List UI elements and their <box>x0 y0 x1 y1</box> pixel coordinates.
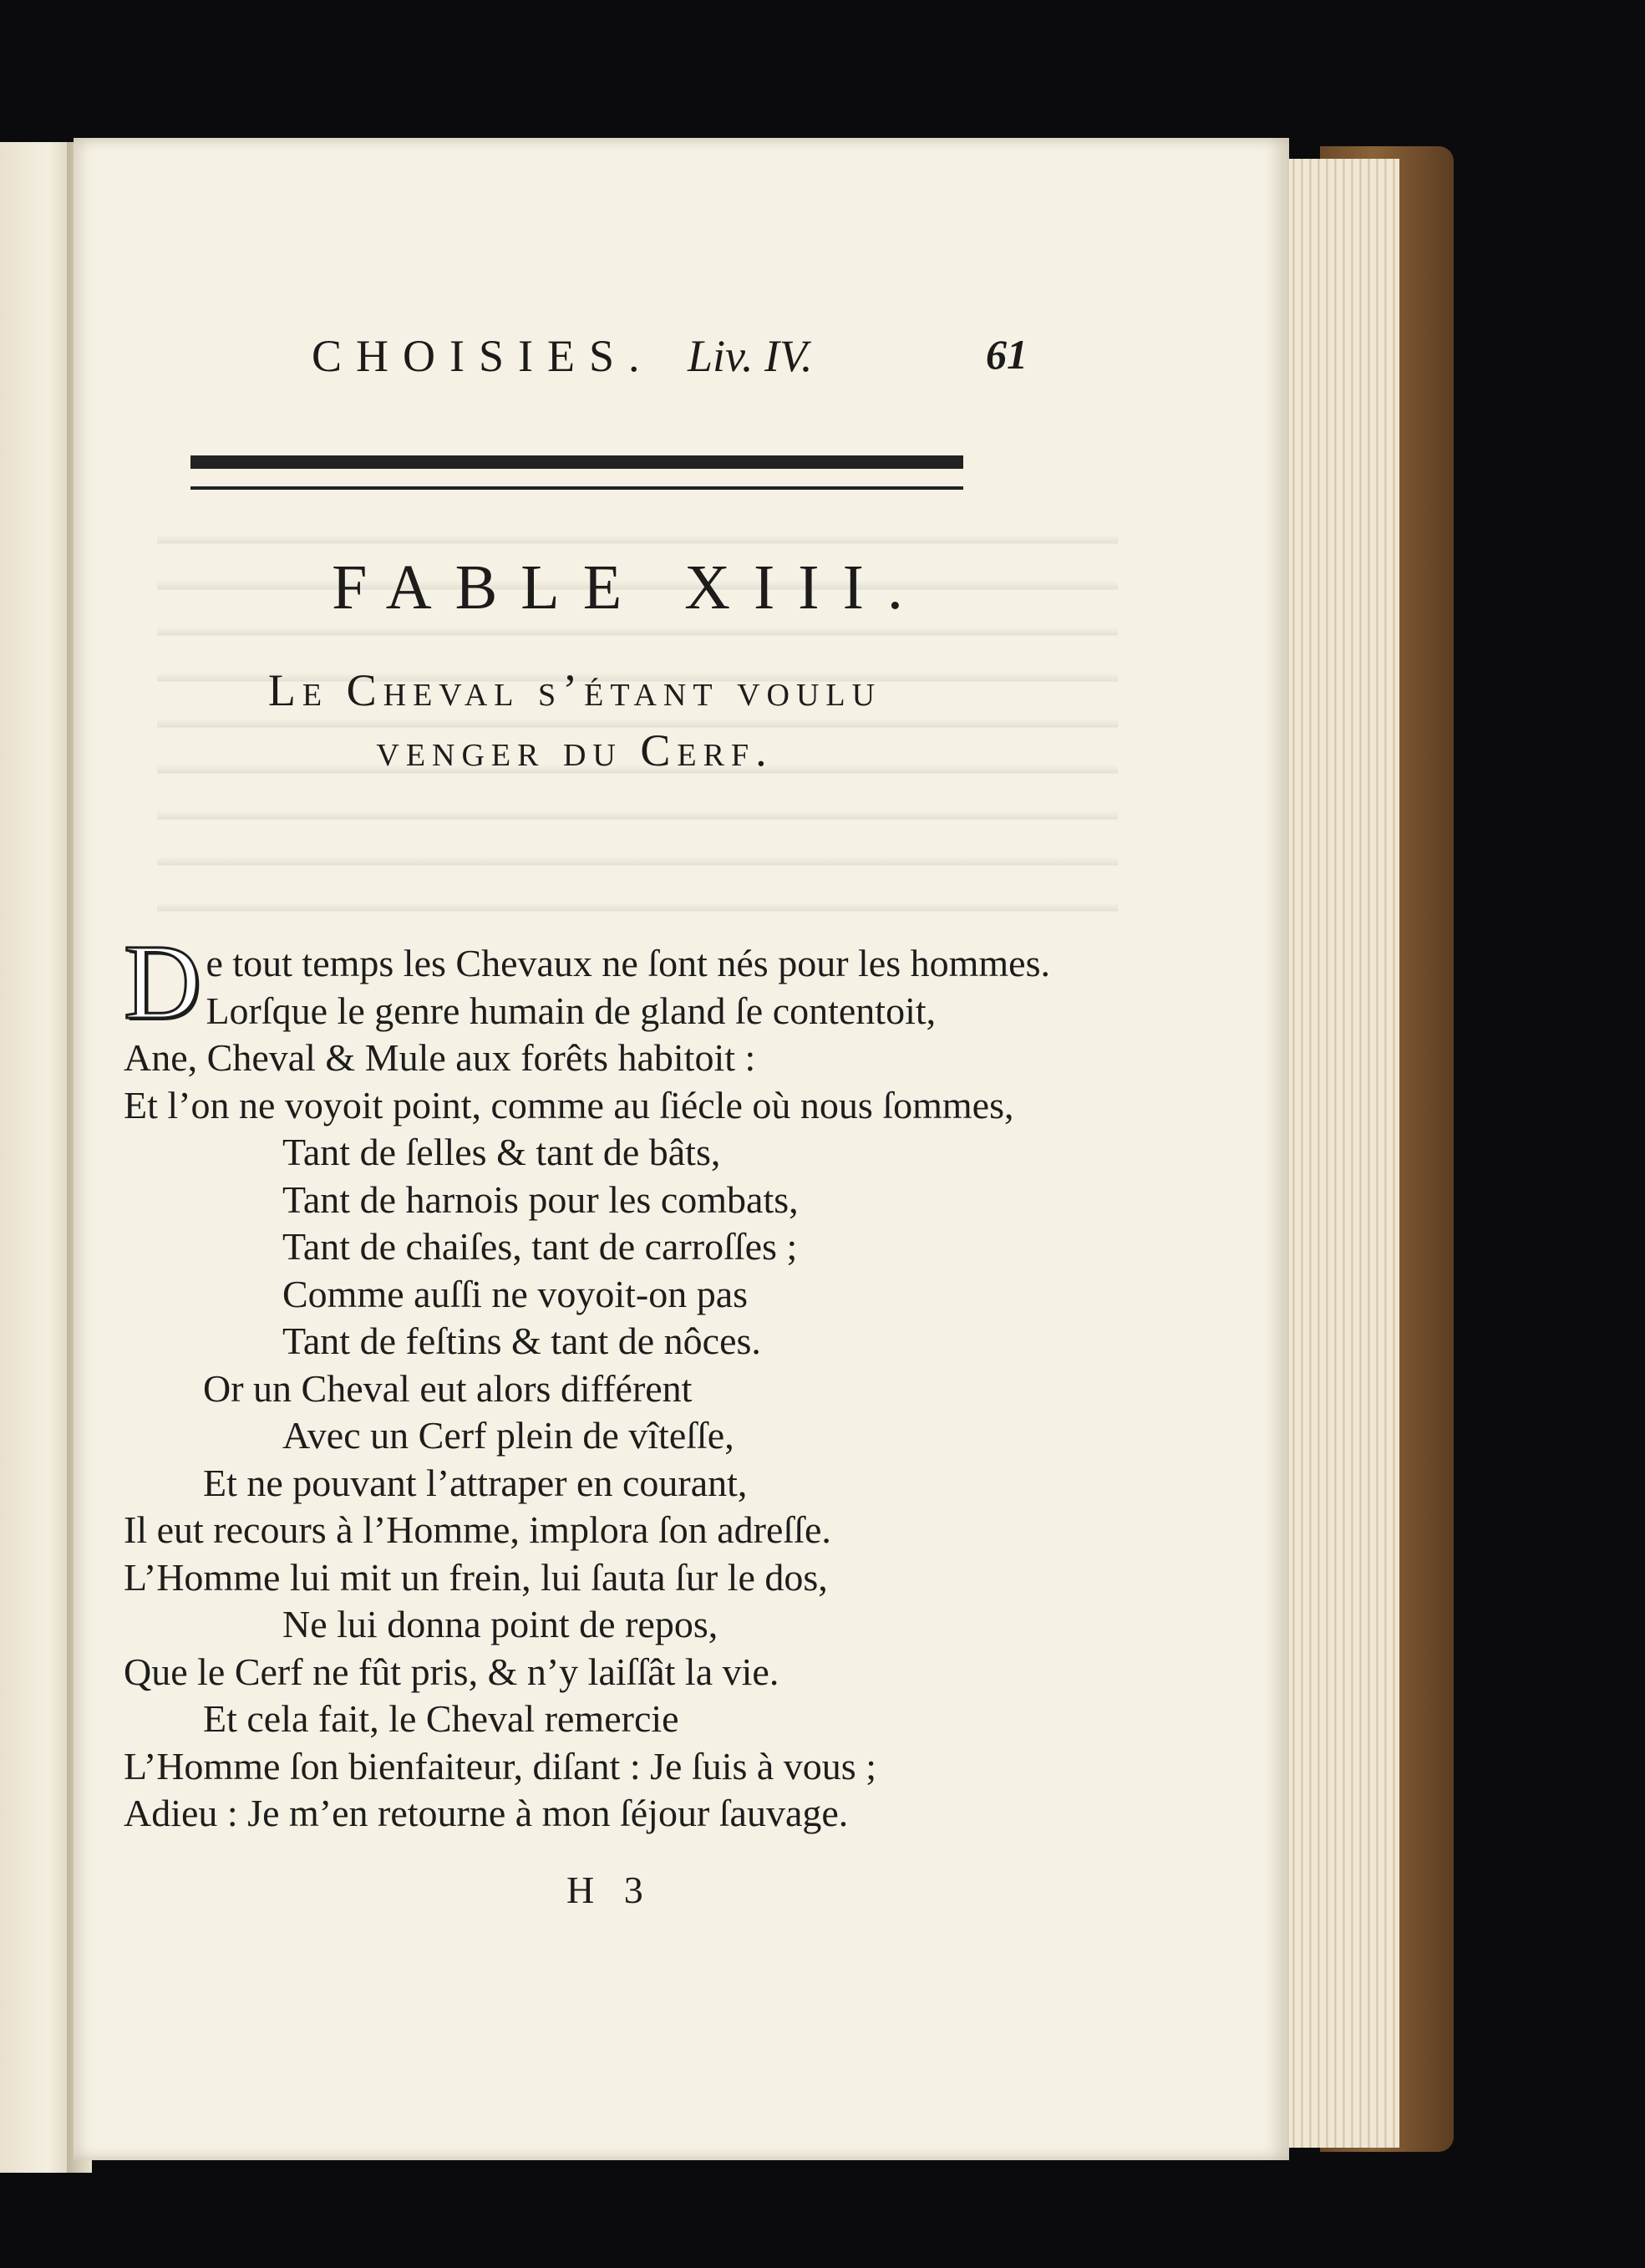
poem-line: Comme auſſi ne voyoit-on pas <box>282 1272 749 1315</box>
subtitle-line-2: venger du Cerf. <box>376 725 774 775</box>
book-number: Liv. IV. <box>688 331 813 381</box>
fable-title <box>74 552 1289 624</box>
poem-line: Que le Cerf ne fût pris, & n’y laiſſât la vie. <box>124 1650 779 1693</box>
poem-line: Il eut recours à l’Homme, implora ſon adreſſe. <box>124 1508 831 1551</box>
poem-line: Et l’on ne voyoit point, comme au ſiécle où nous ſommes, <box>124 1083 1014 1126</box>
running-title: CHOISIES. <box>312 331 654 381</box>
header-rule-thin <box>190 486 963 490</box>
poem-line: Avec un Cerf plein de vîteſſe, <box>282 1414 734 1457</box>
poem-line: Ne lui donna point de repos, <box>282 1603 718 1645</box>
poem-line: Tant de feſtins & tant de nôces. <box>282 1320 761 1362</box>
subtitle-line-1: Le Cheval s’étant voulu <box>267 665 882 715</box>
poem-line: Et ne pouvant l’attraper en courant, <box>203 1461 748 1504</box>
poem-line: Or un Cheval eut alors différent <box>203 1366 693 1410</box>
poem-line: Tant de ſelles & tant de bâts, <box>282 1131 721 1173</box>
poem-line-text: e tout temps les Chevaux ne ſont nés pour les hommes. <box>206 942 1050 984</box>
poem-line: L’Homme ſon bienfaiteur, diſant : Je ſuis à vous ; <box>124 1744 876 1787</box>
fable-title-text: FABLE XIII. <box>332 552 927 623</box>
poem-line: Tant de harnois pour les combats, <box>282 1177 799 1221</box>
header-rule-thick <box>190 455 963 469</box>
poem-line: Et cela fait, le Cheval remercie <box>203 1697 679 1740</box>
poem-line: Tant de chaiſes, tant de carroſſes ; <box>282 1225 798 1268</box>
running-header <box>74 330 1289 397</box>
poem-body <box>124 923 1210 1838</box>
poem-line: L’Homme lui mit un frein, lui ſauta ſur le dos, <box>124 1555 828 1599</box>
fable-subtitle <box>74 660 1076 781</box>
page-number: 61 <box>986 331 1028 378</box>
poem-line: Ane, Cheval & Mule aux forêts habitoit : <box>124 1036 756 1079</box>
book-page <box>74 138 1289 2160</box>
signature-mark: H 3 <box>566 1869 653 1911</box>
poem-line: Lorſque le genre humain de gland ſe contentoit, <box>206 989 937 1032</box>
drop-cap: D <box>124 923 201 1041</box>
poem-line: Adieu : Je m’en retourne à mon ſéjour ſauvage. <box>124 1792 849 1834</box>
